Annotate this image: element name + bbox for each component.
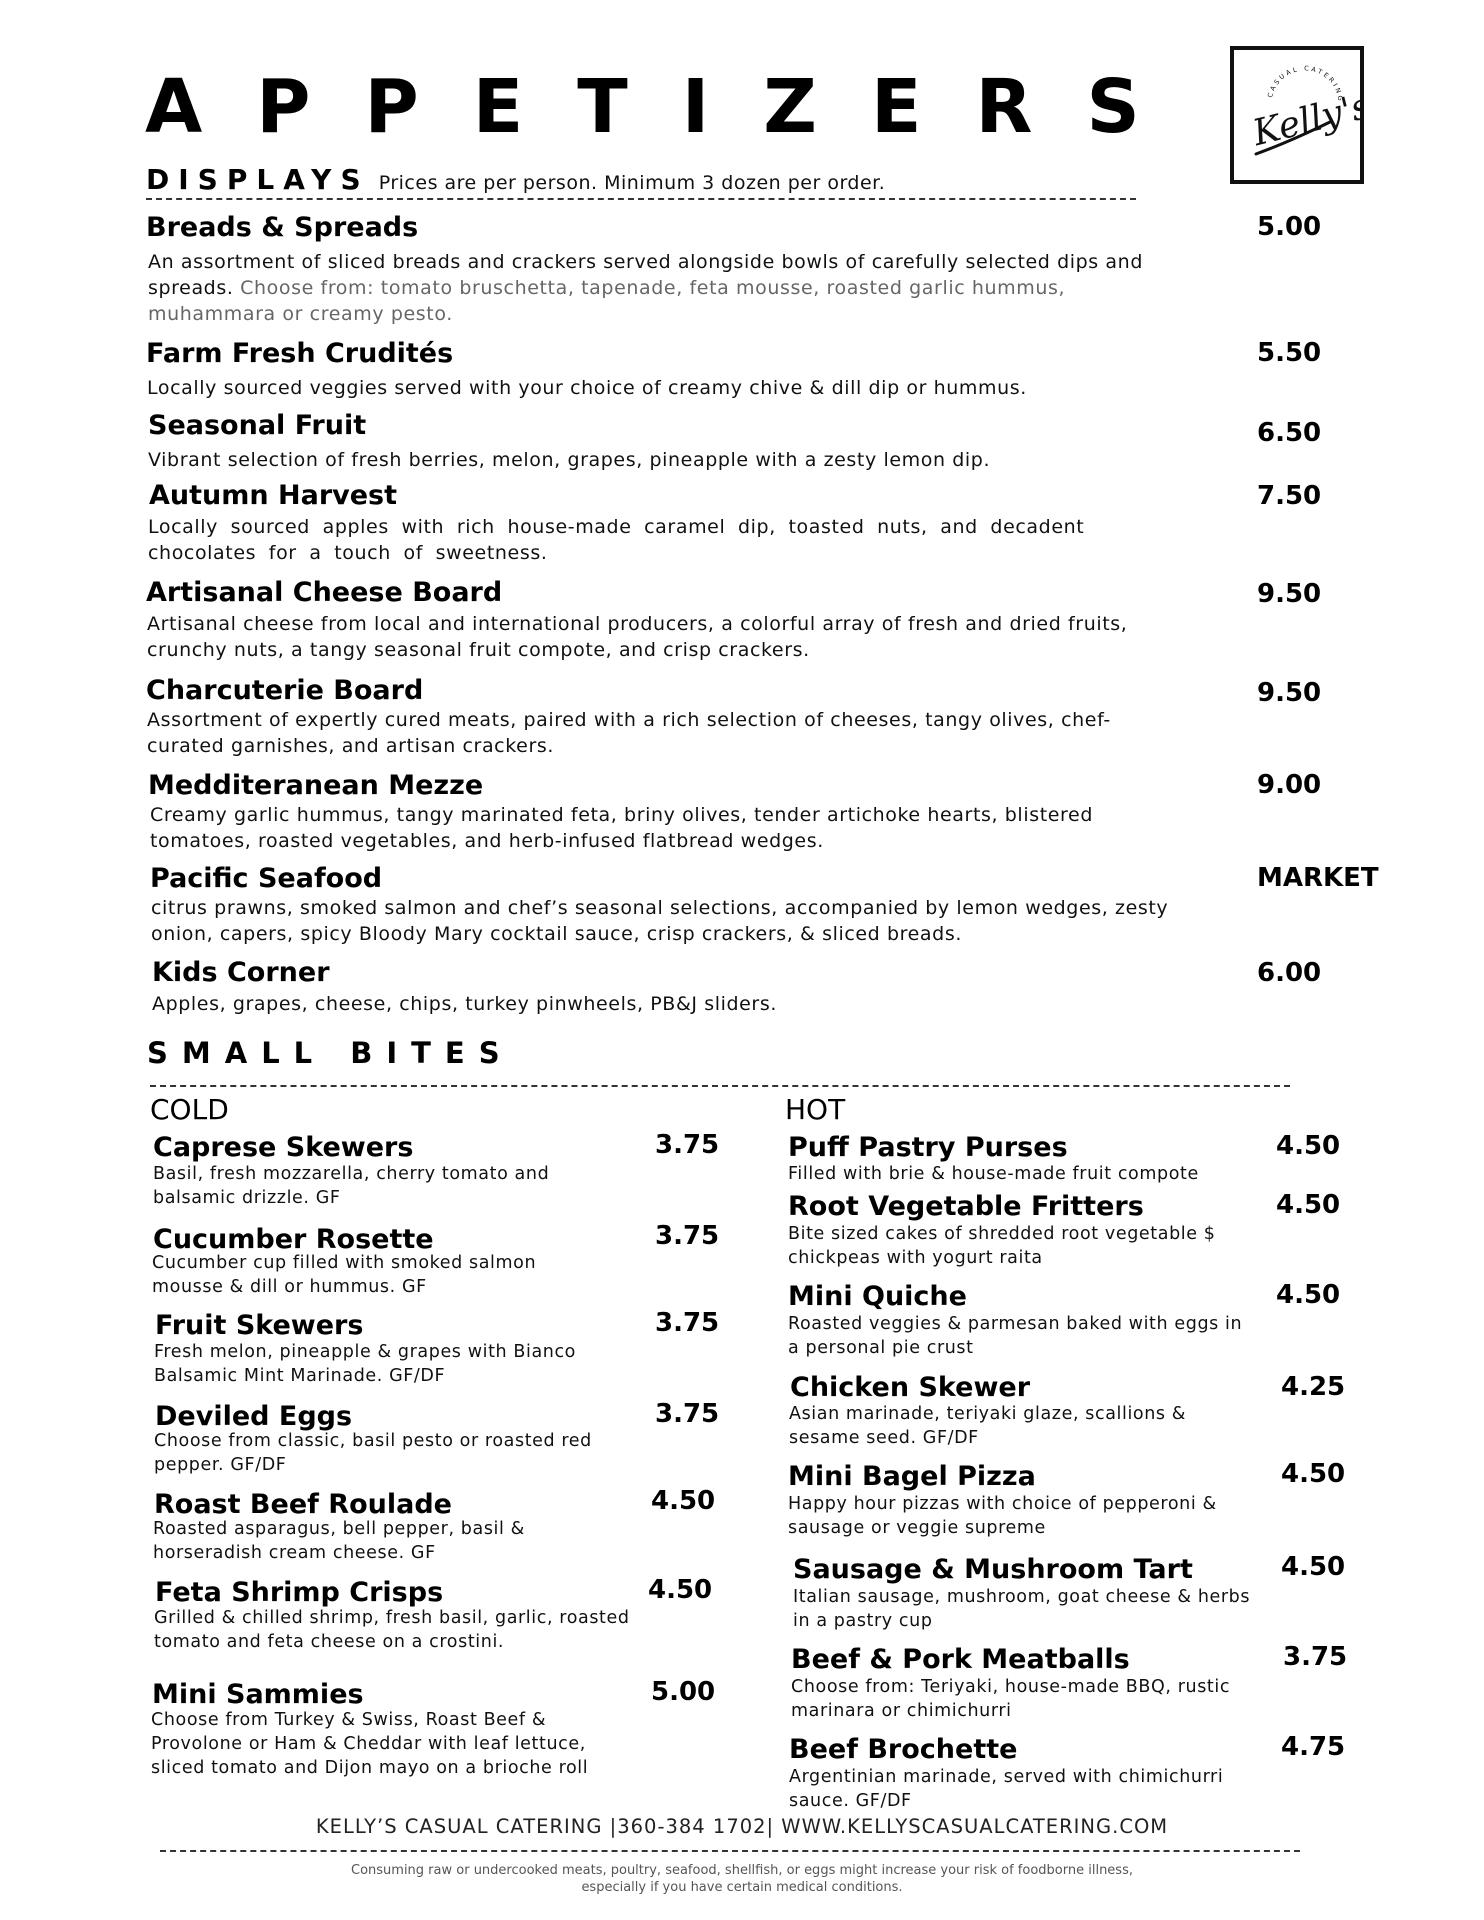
hot-heading: HOT: [785, 1093, 846, 1126]
hot-item-price: 3.75: [1283, 1642, 1348, 1672]
item-name: Artisanal Cheese Board: [146, 577, 503, 608]
cold-heading: COLD: [150, 1093, 229, 1126]
item-description: Assortment of expertly cured meats, paired with a rich selection of cheeses, tangy olives, chef-curated garnishes, and artisan crackers.: [147, 709, 1111, 757]
cold-item-description: Cucumber cup filled with smoked salmon mousse & dill or hummus. GF: [152, 1253, 537, 1297]
logo-icon: [1234, 50, 1360, 180]
cold-item-name: Deviled Eggs: [155, 1401, 353, 1432]
hot-item-description: Italian sausage, mushroom, goat cheese & herbs in a pastry cup: [793, 1587, 1251, 1631]
cold-item-description: Choose from classic, basil pesto or roasted red pepper. GF/DF: [154, 1431, 592, 1475]
hot-item-description: Choose from: Teriyaki, house-made BBQ, rustic marinara or chimichurri: [791, 1677, 1231, 1721]
cold-item-name: Roast Beef Roulade: [154, 1489, 452, 1520]
cold-item-name: Mini Sammies: [152, 1679, 364, 1710]
item-name: Seasonal Fruit: [148, 410, 367, 441]
hot-item-price: 4.50: [1281, 1552, 1346, 1582]
hot-item-description: Roasted veggies & parmesan baked with eggs in a personal pie crust: [788, 1314, 1243, 1358]
displays-header: [146, 163, 885, 196]
cold-item-name: Caprese Skewers: [153, 1132, 414, 1163]
hot-item-name: Root Vegetable Fritters: [788, 1191, 1144, 1222]
svg-text:CASUAL CATERING: CASUAL CATERING: [1266, 64, 1345, 104]
page-title: APPETIZERS: [145, 64, 1194, 150]
hot-item-name: Puff Pastry Purses: [788, 1132, 1068, 1163]
cold-item-price: 3.75: [655, 1399, 720, 1429]
small-bites-heading: SMALL BITES: [147, 1036, 514, 1070]
hot-item-price: 4.25: [1281, 1372, 1346, 1402]
item-description: An assortment of sliced breads and crackers served alongside bowls of carefully selected dips and spreads. Choose from: tomato bruschetta, tapenade, feta mousse, roasted garlic hummus, muhammara or creamy pesto.: [148, 251, 1143, 325]
item-price: 5.00: [1257, 212, 1322, 242]
displays-heading: DISPLAYS: [146, 163, 370, 196]
cold-item-price: 3.75: [655, 1221, 720, 1251]
item-name: Charcuterie Board: [146, 675, 424, 706]
hot-item-name: Chicken Skewer: [790, 1372, 1031, 1403]
hot-item-price: 4.50: [1276, 1131, 1341, 1161]
cold-item-description: Fresh melon, pineapple & grapes with Bianco Balsamic Mint Marinade. GF/DF: [154, 1342, 576, 1386]
hot-item-name: Beef & Pork Meatballs: [791, 1644, 1130, 1675]
disclaimer-line: especially if you have certain medical conditions.: [581, 1880, 903, 1895]
item-description: citrus prawns, smoked salmon and chef’s seasonal selections, accompanied by lemon wedges, zesty onion, capers, spicy Bloody Mary cocktail sauce, crisp crackers, & sliced breads.: [151, 897, 1169, 945]
item-name: Breads & Spreads: [146, 212, 419, 243]
item-description: Creamy garlic hummus, tangy marinated feta, briny olives, tender artichoke hearts, blistered tomatoes, roasted vegetables, and herb-infused flatbread wedges.: [150, 804, 1093, 852]
footer-divider: [160, 1850, 1300, 1852]
cold-item-price: 3.75: [655, 1130, 720, 1160]
item-price: 9.00: [1257, 770, 1322, 800]
item-name: Kids Corner: [152, 957, 330, 988]
disclaimer-line: Consuming raw or undercooked meats, poultry, seafood, shellfish, or eggs might increase your risk of foodborne illness,: [351, 1863, 1133, 1878]
hot-item-description: Asian marinade, teriyaki glaze, scallions & sesame seed. GF/DF: [789, 1404, 1187, 1448]
displays-divider: [146, 198, 1136, 200]
item-price: 6.50: [1257, 418, 1322, 448]
item-price: MARKET: [1257, 863, 1379, 893]
hot-item-name: Sausage & Mushroom Tart: [793, 1554, 1193, 1585]
footer-contact: KELLY’S CASUAL CATERING |360-384 1702| WWW.KELLYSCASUALCATERING.COM: [315, 1815, 1169, 1838]
item-description: Apples, grapes, cheese, chips, turkey pinwheels, PB&J sliders.: [152, 993, 777, 1015]
item-price: 6.00: [1257, 958, 1322, 988]
svg-text:Kelly's: Kelly's: [1248, 85, 1360, 155]
item-description: Locally sourced veggies served with your choice of creamy chive & dill dip or hummus.: [147, 377, 1027, 399]
hot-item-price: 4.50: [1276, 1280, 1341, 1310]
displays-note: Prices are per person. Minimum 3 dozen per order.: [378, 172, 886, 194]
cold-item-description: Roasted asparagus, bell pepper, basil & horseradish cream cheese. GF: [153, 1519, 525, 1563]
cold-item-price: 4.50: [651, 1486, 716, 1516]
cold-item-description: Choose from Turkey & Swiss, Roast Beef & Provolone or Ham & Cheddar with leaf lettuce, sliced tomato and Dijon mayo on a brioche roll: [151, 1710, 589, 1778]
item-description: Locally sourced apples with rich house-made caramel dip, toasted nuts, and decadent chocolates for a touch of sweetness.: [148, 516, 1085, 564]
cold-item-description: Grilled & chilled shrimp, fresh basil, garlic, roasted tomato and feta cheese on a crostini.: [154, 1608, 630, 1652]
item-name: Pacific Seafood: [150, 863, 383, 894]
item-name: Medditeranean Mezze: [148, 770, 484, 801]
cold-item-price: 5.00: [651, 1677, 716, 1707]
hot-item-price: 4.50: [1281, 1459, 1346, 1489]
item-price: 7.50: [1257, 481, 1322, 511]
hot-item-description: Happy hour pizzas with choice of pepperoni & sausage or veggie supreme: [788, 1494, 1217, 1538]
cold-item-name: Fruit Skewers: [155, 1310, 364, 1341]
item-price: 5.50: [1257, 338, 1322, 368]
cold-item-name: Feta Shrimp Crisps: [155, 1577, 444, 1608]
hot-item-description: Argentinian marinade, served with chimichurri sauce. GF/DF: [789, 1767, 1224, 1811]
item-description: Vibrant selection of fresh berries, melon, grapes, pineapple with a zesty lemon dip.: [148, 449, 991, 471]
kellys-logo: [1230, 46, 1364, 184]
small-bites-divider: [150, 1085, 1290, 1087]
item-name: Farm Fresh Crudités: [146, 338, 454, 369]
hot-item-name: Mini Quiche: [788, 1281, 967, 1312]
hot-item-description: Filled with brie & house-made fruit compote: [788, 1164, 1199, 1184]
item-price: 9.50: [1257, 678, 1322, 708]
cold-item-description: Basil, fresh mozzarella, cherry tomato and balsamic drizzle. GF: [153, 1164, 550, 1208]
cold-item-name: Cucumber Rosette: [153, 1224, 434, 1255]
hot-item-name: Beef Brochette: [789, 1734, 1018, 1765]
cold-item-price: 3.75: [655, 1308, 720, 1338]
cold-item-price: 4.50: [648, 1575, 713, 1605]
item-price: 9.50: [1257, 579, 1322, 609]
item-description: Artisanal cheese from local and international producers, a colorful array of fresh and dried fruits, crunchy nuts, a tangy seasonal fruit compote, and crisp crackers.: [147, 613, 1128, 661]
food-safety-disclaimer: [0, 1862, 1484, 1896]
hot-item-name: Mini Bagel Pizza: [788, 1461, 1036, 1492]
item-name: Autumn Harvest: [149, 480, 398, 511]
hot-item-price: 4.50: [1276, 1190, 1341, 1220]
hot-item-description: Bite sized cakes of shredded root vegetable $ chickpeas with yogurt raita: [788, 1224, 1216, 1268]
hot-item-price: 4.75: [1281, 1732, 1346, 1762]
